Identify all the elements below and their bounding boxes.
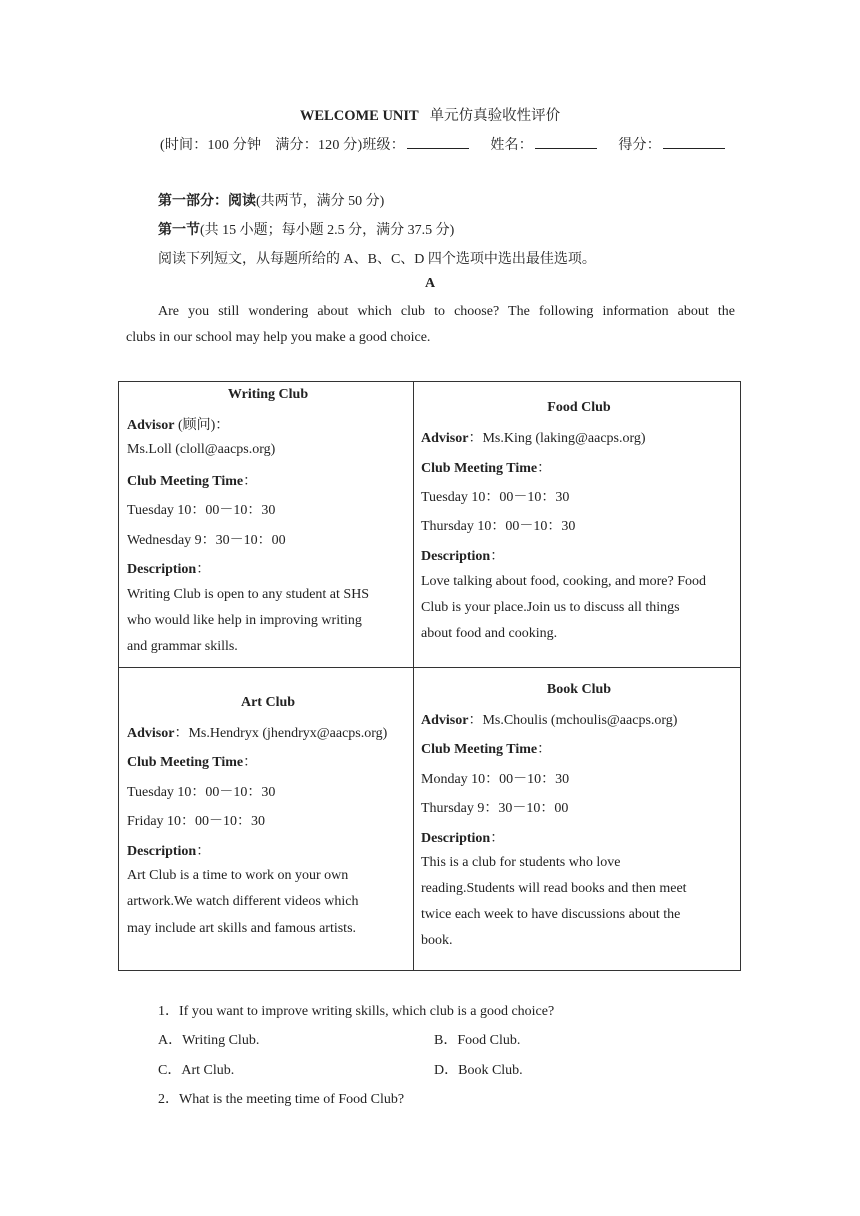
writing-club-desc-3: and grammar skills.	[127, 639, 238, 654]
book-club-desc-label	[421, 827, 504, 847]
food-club-desc-2: Club is your place.Join us to discuss all things	[421, 600, 680, 615]
desc-label: Description	[127, 562, 197, 577]
book-club-desc-2: reading.Students will read books and then meet	[421, 881, 687, 896]
page-title	[0, 104, 860, 125]
colon: ：	[537, 742, 552, 757]
art-club-name: Art Club	[240, 695, 296, 710]
advisor-label: Advisor	[421, 713, 469, 728]
book-club-time-2: Thursday 9：30－10：00	[421, 801, 569, 816]
part-one-title: 第一部分：阅读	[158, 194, 256, 209]
question-1-option-d[interactable]: D．Book Club.	[434, 1063, 523, 1078]
art-club-desc-2: artwork.We watch different videos which	[127, 894, 359, 909]
question-1: 1．If you want to improve writing skills, which club is a good choice?	[158, 1004, 555, 1019]
advisor-value: ：Ms.King (laking@aacps.org)	[468, 431, 646, 446]
colon: ：	[490, 831, 505, 846]
colon: ：	[243, 755, 258, 770]
food-club-time-label	[421, 457, 551, 477]
time-label: Club Meeting Time	[127, 474, 244, 489]
colon: ：	[490, 549, 505, 564]
book-club-desc-4: book.	[421, 933, 453, 948]
book-club-advisor	[421, 709, 677, 729]
advisor-note: (顾问)：	[174, 418, 230, 433]
writing-club-cell	[127, 382, 409, 667]
time-label: Club Meeting Time	[421, 742, 538, 757]
art-club-cell	[127, 668, 409, 970]
writing-club-time-2: Wednesday 9：30－10：00	[127, 533, 286, 548]
section-one-heading	[158, 219, 454, 239]
art-club-desc-1: Art Club is a time to work on your own	[127, 868, 349, 883]
part-one-score: (共两节，满分 50 分)	[256, 194, 385, 209]
food-club-name: Food Club	[547, 400, 611, 415]
time-label: Club Meeting Time	[127, 755, 244, 770]
book-club-cell	[421, 668, 737, 970]
passage-line-1: Are you still wondering about which club to choose? The following information about the	[158, 304, 735, 319]
section-one-title: 第一节	[158, 223, 200, 238]
food-club-time-1: Tuesday 10：00－10：30	[421, 490, 570, 505]
table-divider-vertical	[413, 382, 414, 970]
book-club-time-1: Monday 10：00－10：30	[421, 772, 570, 787]
book-club-time-label	[421, 738, 551, 758]
advisor-value: ：Ms.Choulis (mchoulis@aacps.org)	[468, 713, 678, 728]
title-unit: WELCOME UNIT	[299, 108, 419, 124]
exam-time-info: (时间：100 分钟 满分：120 分)	[160, 138, 363, 153]
passage-intro	[126, 299, 735, 351]
writing-club-desc-2: who would like help in improving writing	[127, 613, 362, 628]
question-1-option-a[interactable]: A．Writing Club.	[158, 1033, 260, 1048]
colon: ：	[243, 474, 258, 489]
advisor-label: Advisor	[127, 726, 175, 741]
art-club-time-1: Tuesday 10：00－10：30	[127, 785, 276, 800]
food-club-desc-1: Love talking about food, cooking, and more? Food	[421, 574, 706, 589]
title-subtitle: 单元仿真验收性评价	[429, 108, 561, 124]
art-club-time-2: Friday 10：00－10：30	[127, 814, 266, 829]
advisor-label: Advisor	[421, 431, 469, 446]
art-club-desc-3: may include art skills and famous artists.	[127, 921, 357, 936]
writing-club-desc-1: Writing Club is open to any student at SHS	[127, 587, 370, 602]
name-blank[interactable]	[535, 136, 597, 149]
advisor-value: ：Ms.Hendryx (jhendryx@aacps.org)	[174, 726, 388, 741]
name-label: 姓名：	[490, 138, 533, 153]
food-club-cell	[421, 382, 737, 667]
desc-label: Description	[127, 844, 197, 859]
writing-club-desc-label	[127, 558, 210, 578]
food-club-desc-label	[421, 545, 504, 565]
food-club-time-2: Thursday 10：00－10：30	[421, 519, 576, 534]
book-club-name: Book Club	[546, 682, 612, 697]
clubs-table	[118, 381, 741, 971]
writing-club-name: Writing Club	[227, 387, 309, 402]
section-one-score: (共 15 小题；每小题 2.5 分，满分 37.5 分)	[200, 223, 455, 238]
book-club-desc-3: twice each week to have discussions about the	[421, 907, 681, 922]
score-label: 得分：	[618, 138, 661, 153]
class-label: 班级：	[362, 138, 405, 153]
art-club-advisor	[127, 722, 387, 742]
exam-meta-line	[160, 134, 739, 154]
colon: ：	[537, 461, 552, 476]
book-club-desc-1: This is a club for students who love	[421, 855, 621, 870]
writing-club-time-1: Tuesday 10：00－10：30	[127, 503, 276, 518]
writing-club-advisor-value: Ms.Loll (cloll@aacps.org)	[127, 442, 276, 457]
passage-line-2: clubs in our school may help you make a good choice.	[126, 330, 431, 345]
desc-label: Description	[421, 831, 491, 846]
colon: ：	[196, 562, 211, 577]
reading-instruction: 阅读下列短文，从每题所给的 A、B、C、D 四个选项中选出最佳选项。	[158, 252, 596, 267]
question-1-option-b[interactable]: B．Food Club.	[434, 1033, 521, 1048]
colon: ：	[196, 844, 211, 859]
score-blank[interactable]	[663, 136, 725, 149]
desc-label: Description	[421, 549, 491, 564]
question-2: 2．What is the meeting time of Food Club?	[158, 1092, 405, 1107]
writing-club-advisor	[127, 414, 229, 434]
part-one-heading	[158, 190, 384, 210]
class-blank[interactable]	[407, 136, 469, 149]
food-club-desc-3: about food and cooking.	[421, 626, 558, 641]
art-club-time-label	[127, 751, 257, 771]
passage-letter: A	[424, 276, 436, 291]
question-1-option-c[interactable]: C．Art Club.	[158, 1063, 235, 1078]
food-club-advisor	[421, 427, 646, 447]
writing-club-time-label	[127, 470, 257, 490]
advisor-label: Advisor	[127, 418, 175, 433]
time-label: Club Meeting Time	[421, 461, 538, 476]
art-club-desc-label	[127, 840, 210, 860]
